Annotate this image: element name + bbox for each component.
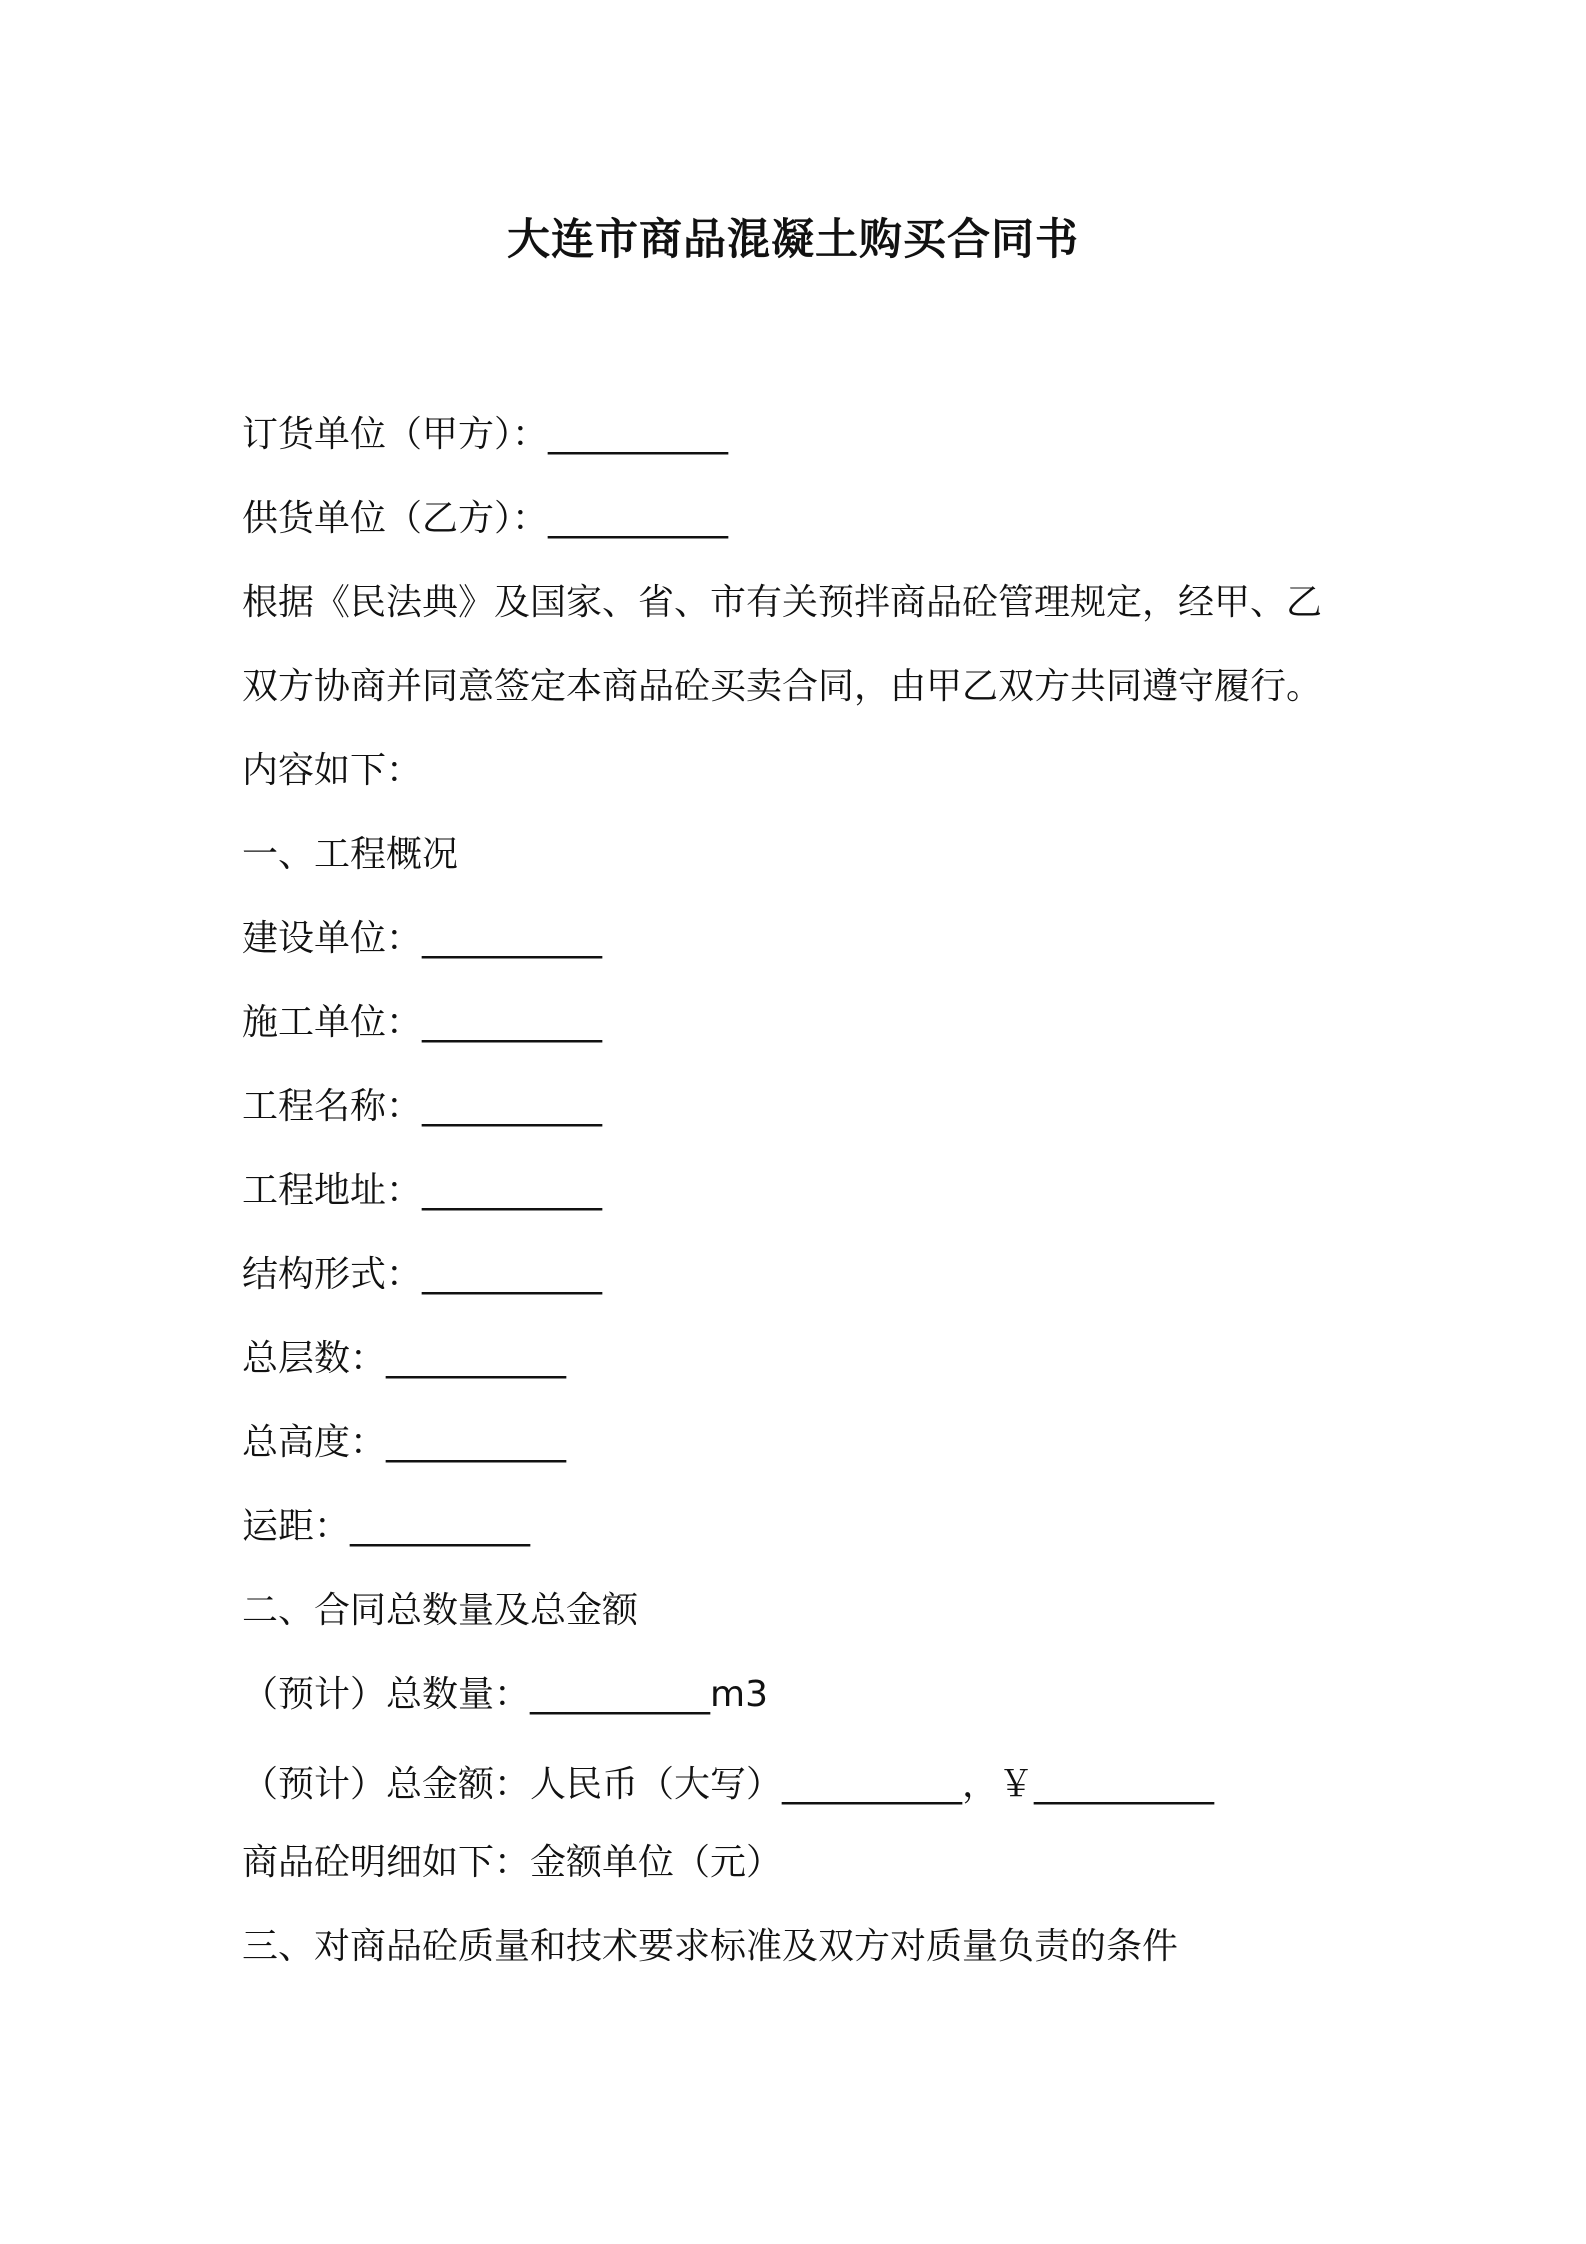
transport-distance-field: 运距：__________ [242,1506,531,1547]
structure-type-field: 结构形式：__________ [242,1254,603,1295]
estimated-quantity-field: （预计）总数量：__________m3 [242,1674,768,1715]
intro-paragraph-line-2: 双方协商并同意签定本商品砼买卖合同，由甲乙双方共同遵守履行。 [242,666,1323,707]
estimated-amount-field: （预计）总金额：人民币（大写）__________，￥__________ [242,1764,1215,1805]
supplier-field: 供货单位（乙方）：__________ [242,498,729,539]
construction-unit-field: 建设单位：__________ [242,918,603,959]
project-name-field: 工程名称：__________ [242,1086,603,1127]
total-height-field: 总高度：__________ [242,1422,567,1463]
section-3-heading: 三、对商品砼质量和技术要求标准及双方对质量负责的条件 [242,1926,1179,1967]
intro-paragraph-line-1: 根据《民法典》及国家、省、市有关预拌商品砼管理规定，经甲、乙 [242,582,1323,623]
section-2-heading: 二、合同总数量及总金额 [242,1590,639,1631]
section-1-heading: 一、工程概况 [242,834,459,875]
buyer-field: 订货单位（甲方）：__________ [242,414,729,455]
content-intro: 内容如下： [242,750,423,791]
concrete-details-line: 商品砼明细如下：金额单位（元） [242,1842,783,1883]
document-title: 大连市商品混凝土购买合同书 [507,215,1079,265]
contractor-unit-field: 施工单位：__________ [242,1002,603,1043]
project-address-field: 工程地址：__________ [242,1170,603,1211]
total-floors-field: 总层数：__________ [242,1338,567,1379]
